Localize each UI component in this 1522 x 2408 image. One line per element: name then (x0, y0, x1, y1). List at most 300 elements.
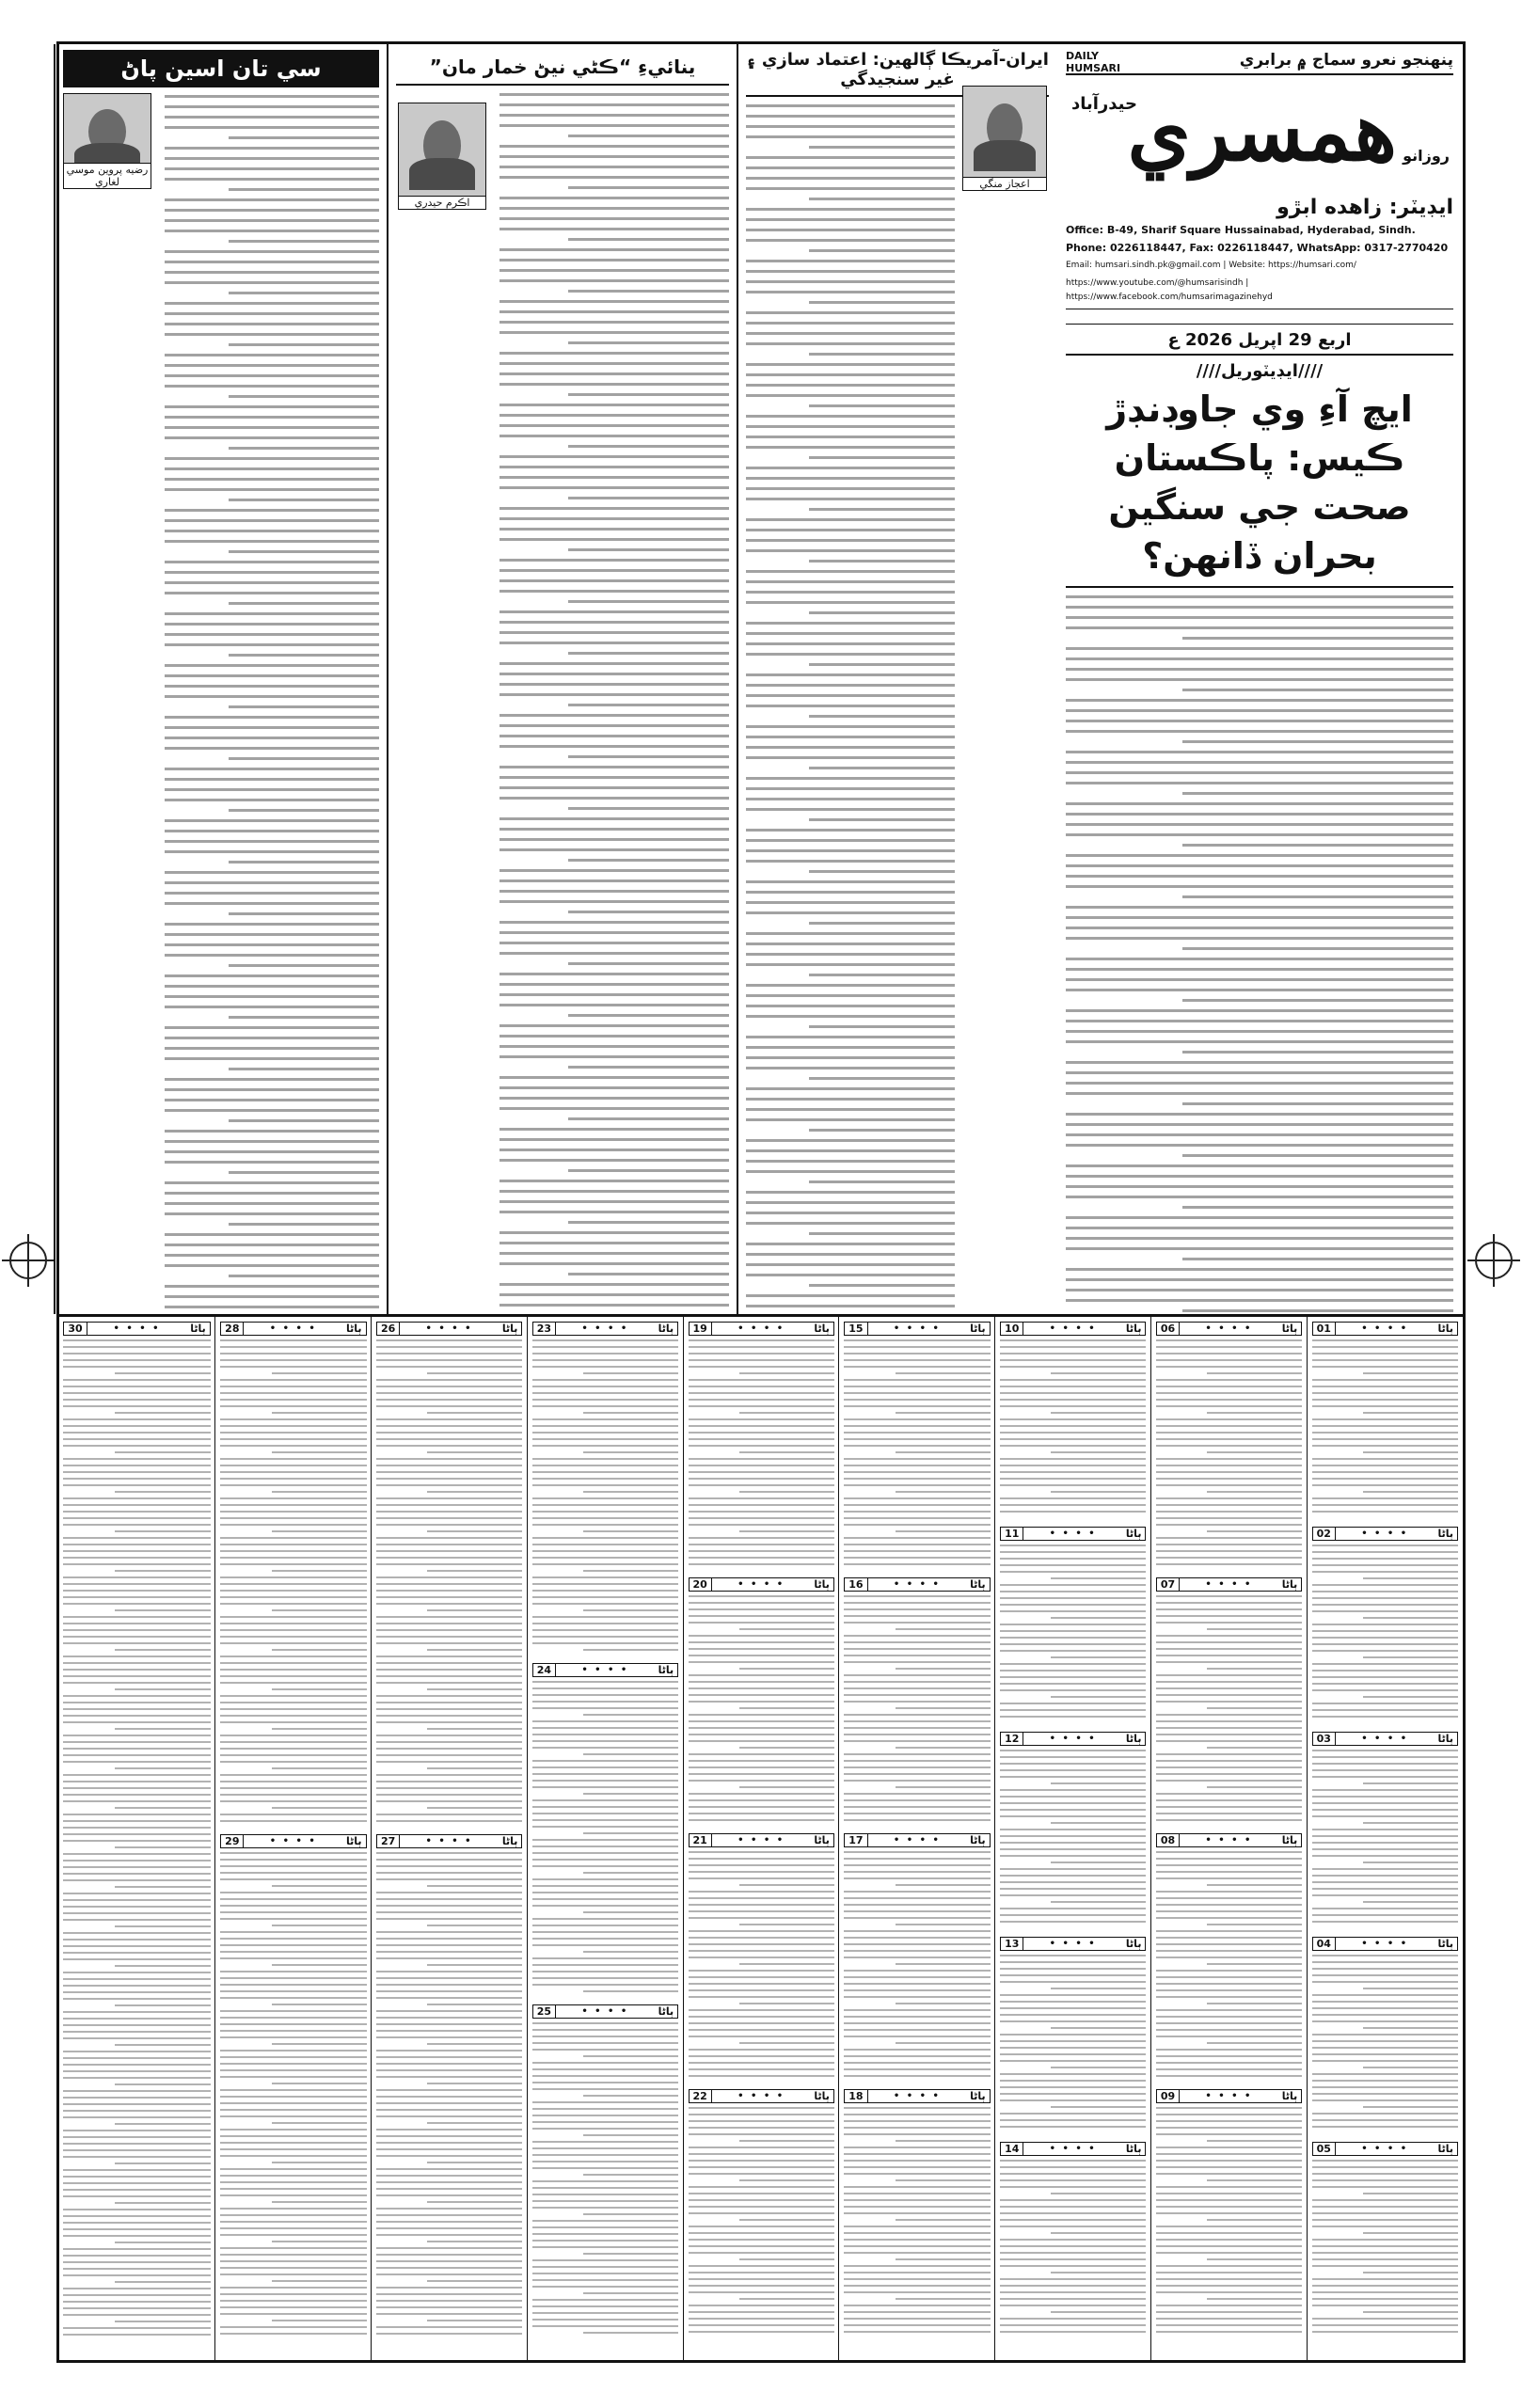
text-line (499, 352, 729, 355)
text-line (746, 342, 955, 345)
news-brief (1000, 1523, 1146, 1728)
text-line (499, 103, 729, 106)
text-line (499, 1252, 729, 1255)
text-line (499, 993, 729, 996)
news-brief (532, 2001, 678, 2342)
brief-label: ٻاڻا (501, 1835, 518, 1847)
text-line (499, 383, 729, 386)
text-line (165, 302, 379, 305)
text-line (499, 828, 729, 831)
text-line (568, 1117, 729, 1120)
text-line (165, 592, 379, 594)
text-line (165, 261, 379, 263)
news-brief (1156, 1830, 1302, 2085)
text-line (746, 705, 955, 707)
text-line (746, 1243, 955, 1245)
brief-label: ٻاڻا (1281, 1323, 1298, 1335)
separator-dots: • • • • (425, 1323, 473, 1334)
text-line (165, 1057, 379, 1060)
brief-body (63, 1339, 210, 2336)
separator-dots: • • • • (1205, 2091, 1253, 2101)
text-line (568, 238, 729, 241)
brief-body (689, 2107, 834, 2333)
text-line (165, 178, 379, 181)
text-line (746, 1067, 955, 1069)
separator-dots: • • • • (1049, 1734, 1097, 1744)
brief-body (689, 1851, 834, 2077)
brief-number: 30 (64, 1323, 87, 1335)
text-line (229, 861, 379, 863)
text-line (809, 146, 955, 149)
brief-slug (1156, 1833, 1302, 1847)
text-line (499, 786, 729, 789)
text-line (499, 538, 729, 541)
text-line (499, 1086, 729, 1089)
brief-label: ٻاڻا (346, 1835, 362, 1847)
text-line (746, 1160, 955, 1163)
text-line (1066, 647, 1453, 650)
brief-label: ٻاڻا (814, 1323, 830, 1335)
text-line (746, 384, 955, 387)
separator-dots: • • • • (1205, 1579, 1253, 1590)
text-line (809, 1232, 955, 1235)
text-line (809, 301, 955, 304)
text-line (229, 757, 379, 760)
editorial-label: ////ايڊيٽوريل//// (1196, 361, 1324, 381)
separator-dots: • • • • (737, 1835, 785, 1846)
text-line (165, 1254, 379, 1257)
text-line (165, 1181, 379, 1184)
text-line (746, 104, 955, 107)
text-line (1182, 1154, 1453, 1157)
text-line (1066, 771, 1453, 774)
text-line (165, 685, 379, 688)
brief-number: 20 (690, 1578, 712, 1591)
newspaper-page (56, 41, 1466, 2363)
brief-number: 07 (1157, 1578, 1180, 1591)
text-line (229, 550, 379, 553)
text-line (746, 911, 955, 914)
text-line (499, 631, 729, 634)
separator-dots: • • • • (1361, 1529, 1409, 1539)
text-line (499, 1035, 729, 1038)
text-line (746, 1015, 955, 1018)
news-brief-column (683, 1314, 839, 2360)
brief-body (1312, 2160, 1458, 2333)
separator-dots: • • • • (581, 1665, 629, 1675)
text-line (165, 561, 379, 563)
brief-number: 23 (533, 1323, 556, 1335)
text-line (499, 797, 729, 800)
brief-number: 24 (533, 1664, 556, 1676)
text-line (1182, 1051, 1453, 1054)
text-line (165, 571, 379, 574)
text-line (746, 673, 955, 676)
text-line (165, 954, 379, 957)
brief-body (1000, 1955, 1146, 2128)
text-line (229, 912, 379, 915)
text-line (165, 116, 379, 119)
text-line (165, 1037, 379, 1039)
text-line (568, 807, 729, 810)
text-line (165, 323, 379, 325)
brief-number: 13 (1001, 1938, 1023, 1950)
news-brief (844, 1574, 990, 1830)
text-line (746, 529, 955, 531)
text-line (229, 188, 379, 191)
separator-dots: • • • • (581, 1323, 629, 1334)
brief-slug (1312, 1937, 1458, 1951)
text-line (165, 1295, 379, 1298)
brief-number: 21 (690, 1834, 712, 1846)
text-line (1182, 895, 1453, 898)
text-line (1066, 885, 1453, 888)
text-line (499, 176, 729, 179)
text-line (499, 300, 729, 303)
brief-number: 08 (1157, 1834, 1180, 1846)
text-line (165, 840, 379, 843)
text-line (1182, 999, 1453, 1002)
daily-humsari-label: DAILY HUMSARI (1066, 50, 1121, 74)
text-line (165, 1306, 379, 1308)
text-line (568, 290, 729, 293)
text-line (499, 424, 729, 427)
text-line (809, 715, 955, 718)
text-line (165, 974, 379, 977)
brief-body (1000, 1750, 1146, 1923)
brief-slug (689, 1577, 834, 1592)
text-line (746, 694, 955, 697)
brief-label: ٻاڻا (1125, 1733, 1142, 1745)
separator-dots: • • • • (1361, 2144, 1409, 2154)
text-line (229, 1119, 379, 1122)
text-line (229, 1223, 379, 1226)
text-line (746, 539, 955, 542)
brief-number: 25 (533, 2005, 556, 2018)
text-line (165, 1285, 379, 1288)
text-line (746, 1149, 955, 1152)
text-line (1066, 1175, 1453, 1178)
text-line (809, 974, 955, 976)
text-line (499, 466, 729, 468)
text-line (499, 228, 729, 230)
news-brief (532, 1659, 678, 2001)
text-line (229, 1171, 379, 1174)
text-line (499, 921, 729, 924)
brief-body (844, 1851, 990, 2077)
text-line (746, 311, 955, 314)
text-line (1182, 740, 1453, 743)
text-line (809, 353, 955, 356)
text-line (1066, 720, 1453, 722)
separator-dots: • • • • (737, 2091, 785, 2101)
text-line (165, 95, 379, 98)
text-line (746, 1222, 955, 1225)
brief-number: 14 (1001, 2143, 1023, 2155)
text-line (746, 1170, 955, 1173)
text-line (499, 507, 729, 510)
text-line (229, 447, 379, 450)
text-line (746, 756, 955, 759)
text-line (746, 135, 955, 138)
separator-dots: • • • • (893, 2091, 941, 2101)
brief-number: 28 (221, 1323, 244, 1335)
text-line (229, 1016, 379, 1019)
brief-label: ٻاڻا (658, 2005, 674, 2018)
text-line (499, 207, 729, 210)
text-line (499, 766, 729, 768)
text-line (1066, 958, 1453, 960)
text-line (1182, 637, 1453, 640)
text-line (165, 871, 379, 874)
text-line (165, 105, 379, 108)
text-line (1066, 1082, 1453, 1085)
brief-number: 01 (1313, 1323, 1336, 1335)
text-line (165, 716, 379, 719)
text-line (746, 487, 955, 490)
text-line (499, 673, 729, 675)
text-line (499, 745, 729, 748)
text-line (568, 393, 729, 396)
brief-label: ٻاڻا (658, 1664, 674, 1676)
text-line (746, 798, 955, 800)
text-line (746, 736, 955, 738)
text-line (499, 279, 729, 282)
text-line (568, 859, 729, 862)
brief-body (1000, 1545, 1146, 1718)
brief-slug (1156, 1577, 1302, 1592)
text-line (499, 1138, 729, 1141)
news-brief-column (994, 1314, 1150, 2360)
news-brief (1156, 1574, 1302, 1830)
text-line (746, 1118, 955, 1121)
text-line (746, 229, 955, 231)
author-caption: اڪرم حيدري (399, 196, 485, 209)
text-line (746, 332, 955, 335)
separator-dots: • • • • (893, 1579, 941, 1590)
text-line (499, 890, 729, 893)
news-brief (844, 1830, 990, 2085)
column-title: ينائيءِ “ڪڻي نيڻ خمار مان” (396, 50, 729, 86)
text-line (1066, 813, 1453, 816)
text-line (165, 985, 379, 988)
text-line (746, 880, 955, 883)
text-line (229, 705, 379, 708)
text-line (165, 1150, 379, 1153)
brief-slug (1000, 1322, 1146, 1336)
text-line (499, 476, 729, 479)
text-line (1182, 689, 1453, 691)
text-line (499, 114, 729, 117)
brief-slug (532, 2004, 678, 2019)
text-line (1066, 1299, 1453, 1302)
text-line (1066, 606, 1453, 609)
brief-number: 26 (377, 1323, 400, 1335)
brief-slug (1000, 1732, 1146, 1746)
news-brief (1000, 1933, 1146, 2138)
text-line (746, 1098, 955, 1101)
column-body (746, 104, 955, 1314)
text-line (165, 250, 379, 253)
text-line (1066, 751, 1453, 753)
newspaper-logo: همسري (1127, 85, 1397, 180)
text-line (499, 1004, 729, 1006)
text-line (746, 218, 955, 221)
brief-slug (844, 1833, 990, 1847)
brief-label: ٻاڻا (814, 1578, 830, 1591)
text-line (165, 467, 379, 470)
text-line (499, 579, 729, 582)
text-line (165, 312, 379, 315)
brief-number: 02 (1313, 1528, 1336, 1540)
separator-dots: • • • • (1049, 1529, 1097, 1539)
text-line (499, 1211, 729, 1213)
text-line (1066, 968, 1453, 971)
brief-body (532, 1339, 678, 1651)
text-line (499, 559, 729, 562)
text-line (1182, 844, 1453, 847)
news-brief (63, 1318, 210, 2343)
text-line (165, 147, 379, 150)
text-line (165, 643, 379, 646)
issue-date: اربع 29 اپريل 2026 ع (1066, 330, 1453, 356)
text-line (746, 467, 955, 469)
brief-label: ٻاڻا (814, 1834, 830, 1846)
text-line (809, 1284, 955, 1287)
author-photo (63, 93, 151, 189)
text-line (1066, 1185, 1453, 1188)
text-line (746, 943, 955, 945)
brief-slug (376, 1322, 522, 1336)
text-line (1066, 875, 1453, 878)
brief-body (376, 1852, 522, 2335)
text-line (1182, 1102, 1453, 1105)
text-line (165, 995, 379, 998)
text-line (229, 1068, 379, 1070)
brief-label: ٻاڻا (970, 2090, 986, 2102)
brief-body (844, 1595, 990, 1821)
text-line (165, 1088, 379, 1091)
text-line (499, 435, 729, 437)
text-line (746, 808, 955, 811)
text-line (165, 1109, 379, 1112)
brief-slug (689, 2089, 834, 2103)
text-line (499, 259, 729, 261)
author-caption: اعجاز منگي (963, 177, 1046, 190)
brief-label: ٻاڻا (1125, 2143, 1142, 2155)
text-line (1182, 1309, 1453, 1312)
text-line (165, 850, 379, 853)
text-line (1066, 1164, 1453, 1167)
text-line (499, 1180, 729, 1182)
text-line (809, 1180, 955, 1183)
text-line (499, 197, 729, 199)
text-line (165, 167, 379, 170)
text-line (499, 1045, 729, 1048)
brief-body (844, 1339, 990, 1565)
text-line (165, 364, 379, 367)
text-line (746, 415, 955, 418)
brief-body (1156, 2107, 1302, 2333)
brief-number: 27 (377, 1835, 400, 1847)
text-line (165, 509, 379, 512)
text-line (499, 124, 729, 127)
brief-body (220, 1852, 366, 2335)
text-line (1066, 1009, 1453, 1012)
tagline: پنهنجو نعرو سماج ۾ برابري (1066, 50, 1453, 75)
brief-label: ٻاڻا (190, 1323, 206, 1335)
text-line (165, 271, 379, 274)
brief-label: ٻاڻا (1125, 1323, 1142, 1335)
brief-slug (1312, 1322, 1458, 1336)
text-line (809, 922, 955, 925)
text-line (568, 704, 729, 706)
text-line (1066, 989, 1453, 991)
text-line (568, 652, 729, 655)
news-brief (1156, 1318, 1302, 1574)
news-brief (1000, 2138, 1146, 2343)
text-line (1066, 709, 1453, 712)
separator-dots: • • • • (269, 1323, 317, 1334)
text-line (1066, 616, 1453, 619)
brief-number: 16 (845, 1578, 867, 1591)
text-line (746, 425, 955, 428)
text-line (499, 683, 729, 686)
text-line (165, 1130, 379, 1133)
social-links[interactable]: https://www.youtube.com/@humsarisindh | https://www.facebook.com/humsarimagazinehyd (1066, 278, 1273, 302)
email-line[interactable]: Email: humsari.sindh.pk@gmail.com | Website: https://humsari.com/ (1066, 261, 1356, 270)
news-brief (689, 1574, 834, 1830)
text-line (746, 177, 955, 180)
brief-label: ٻاڻا (814, 2090, 830, 2102)
text-line (746, 436, 955, 438)
separator-dots: • • • • (893, 1835, 941, 1846)
brief-body (1000, 2160, 1146, 2333)
text-line (1066, 833, 1453, 836)
text-line (746, 653, 955, 656)
text-line (165, 612, 379, 615)
logo-row (1066, 81, 1453, 194)
news-brief-column (58, 1314, 214, 2360)
text-line (746, 125, 955, 128)
brief-body (1156, 1851, 1302, 2077)
separator-dots: • • • • (1049, 2144, 1097, 2154)
text-line (746, 580, 955, 583)
brief-slug (1000, 1937, 1146, 1951)
text-line (499, 1293, 729, 1296)
text-line (809, 611, 955, 614)
text-line (746, 208, 955, 211)
text-line (746, 1191, 955, 1194)
text-line (1066, 1020, 1453, 1022)
text-line (165, 457, 379, 460)
text-line (568, 186, 729, 189)
text-line (165, 281, 379, 284)
brief-label: ٻاڻا (1437, 1528, 1453, 1540)
brief-body (1000, 1339, 1146, 1513)
text-line (499, 331, 729, 334)
text-line (746, 394, 955, 397)
text-line (1066, 1133, 1453, 1136)
text-line (499, 724, 729, 727)
text-line (165, 923, 379, 926)
news-brief (532, 1318, 678, 1659)
text-line (746, 787, 955, 790)
brief-label: ٻاڻا (658, 1323, 674, 1335)
brief-body (844, 2107, 990, 2333)
text-line (746, 156, 955, 159)
separator-dots: • • • • (1049, 1939, 1097, 1949)
